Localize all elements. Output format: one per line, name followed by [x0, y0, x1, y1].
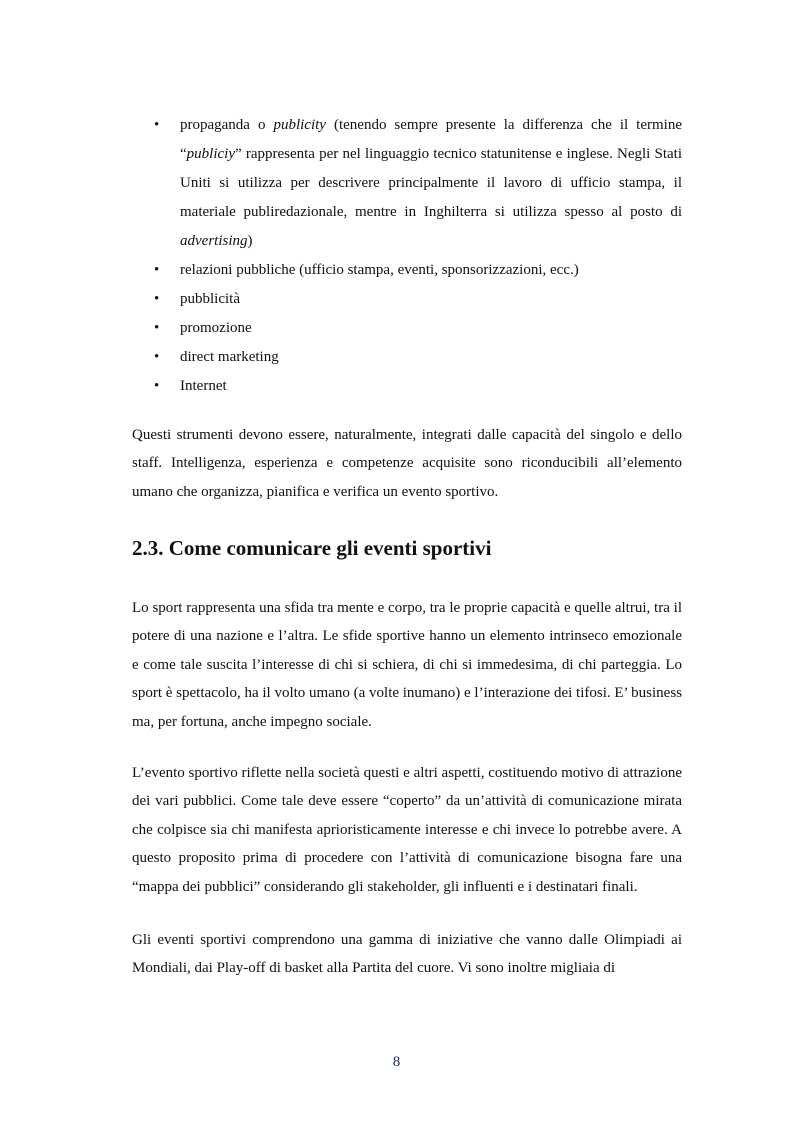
bullet-text: ” rappresenta per nel linguaggio tecnico statunitense e inglese. Negli Stati Uniti si utilizza per descrivere principalmente il lavoro di ufficio stampa, il materiale publiredazionale, mentre in Inghilterra si utilizza spesso al posto di — [180, 146, 682, 220]
list-item — [152, 285, 682, 314]
bullet-list — [152, 111, 682, 401]
bullet-text-italic: publicity — [273, 117, 326, 133]
bullet-text: propaganda o — [180, 117, 274, 133]
bullet-text: ) — [247, 233, 253, 249]
bullet-icon: • — [154, 349, 160, 365]
bullet-text-italic: publiciy — [186, 146, 235, 162]
body-paragraph: Gli eventi sportivi comprendono una gamma di iniziative che vanno dalle Olimpiadi ai Mondiali, dai Play-off di basket alla Partita del cuore. Vi sono inoltre migliaia di — [132, 932, 682, 977]
bullet-icon: • — [154, 378, 160, 394]
body-paragraph: Questi strumenti devono essere, naturalmente, integrati dalle capacità del singolo e dello staff. Intelligenza, esperienza e competenze acquisite sono riconducibili all’elemento umano che organizza, pianifica e verifica un evento sportivo. — [132, 427, 682, 500]
bullet-text: (tenendo sempre presente la differenza che il termine “ — [180, 117, 682, 162]
section-heading: 2.3. Come comunicare gli eventi sportivi — [132, 536, 492, 560]
bullet-icon: • — [154, 291, 160, 307]
body-paragraph: L’evento sportivo riflette nella società questi e altri aspetti, costituendo motivo di attrazione dei vari pubblici. Come tale deve essere “coperto” da un’attività di comunicazione mirata che colpisce sia chi manifesta aprioristicamente interesse e chi invece lo potrebbe avere. A questo proposito prima di procedere con l’attività di comunicazione bisogna fare una “mappa dei pubblici” considerando gli stakeholder, gli influenti e i destinatari finali. — [132, 765, 682, 895]
list-item — [152, 256, 682, 285]
bullet-text: promozione — [180, 320, 252, 336]
page-number: 8 — [392, 1054, 401, 1070]
list-item — [152, 314, 682, 343]
bullet-text: pubblicità — [180, 291, 240, 307]
list-item — [152, 111, 682, 256]
bullet-icon: • — [154, 320, 160, 336]
list-item — [152, 343, 682, 372]
bullet-icon: • — [154, 262, 160, 278]
bullet-text: relazioni pubbliche (ufficio stampa, eventi, sponsorizzazioni, ecc.) — [180, 262, 579, 278]
list-item — [152, 372, 682, 401]
bullet-text: Internet — [180, 378, 227, 394]
bullet-text: direct marketing — [180, 349, 279, 365]
body-paragraph: Lo sport rappresenta una sfida tra mente e corpo, tra le proprie capacità e quelle altrui, tra il potere di una nazione e l’altra. Le sfide sportive hanno un elemento intrinseco emozionale e come tale suscita l’interesse di chi si schiera, di chi si immedesima, di chi parteggia. Lo sport è spettacolo, ha il volto umano (a volte inumano) e l’interazione dei tifosi. E’ business ma, per fortuna, anche impegno sociale. — [132, 600, 682, 730]
bullet-icon: • — [154, 117, 160, 133]
bullet-text-italic: advertising — [180, 233, 248, 249]
